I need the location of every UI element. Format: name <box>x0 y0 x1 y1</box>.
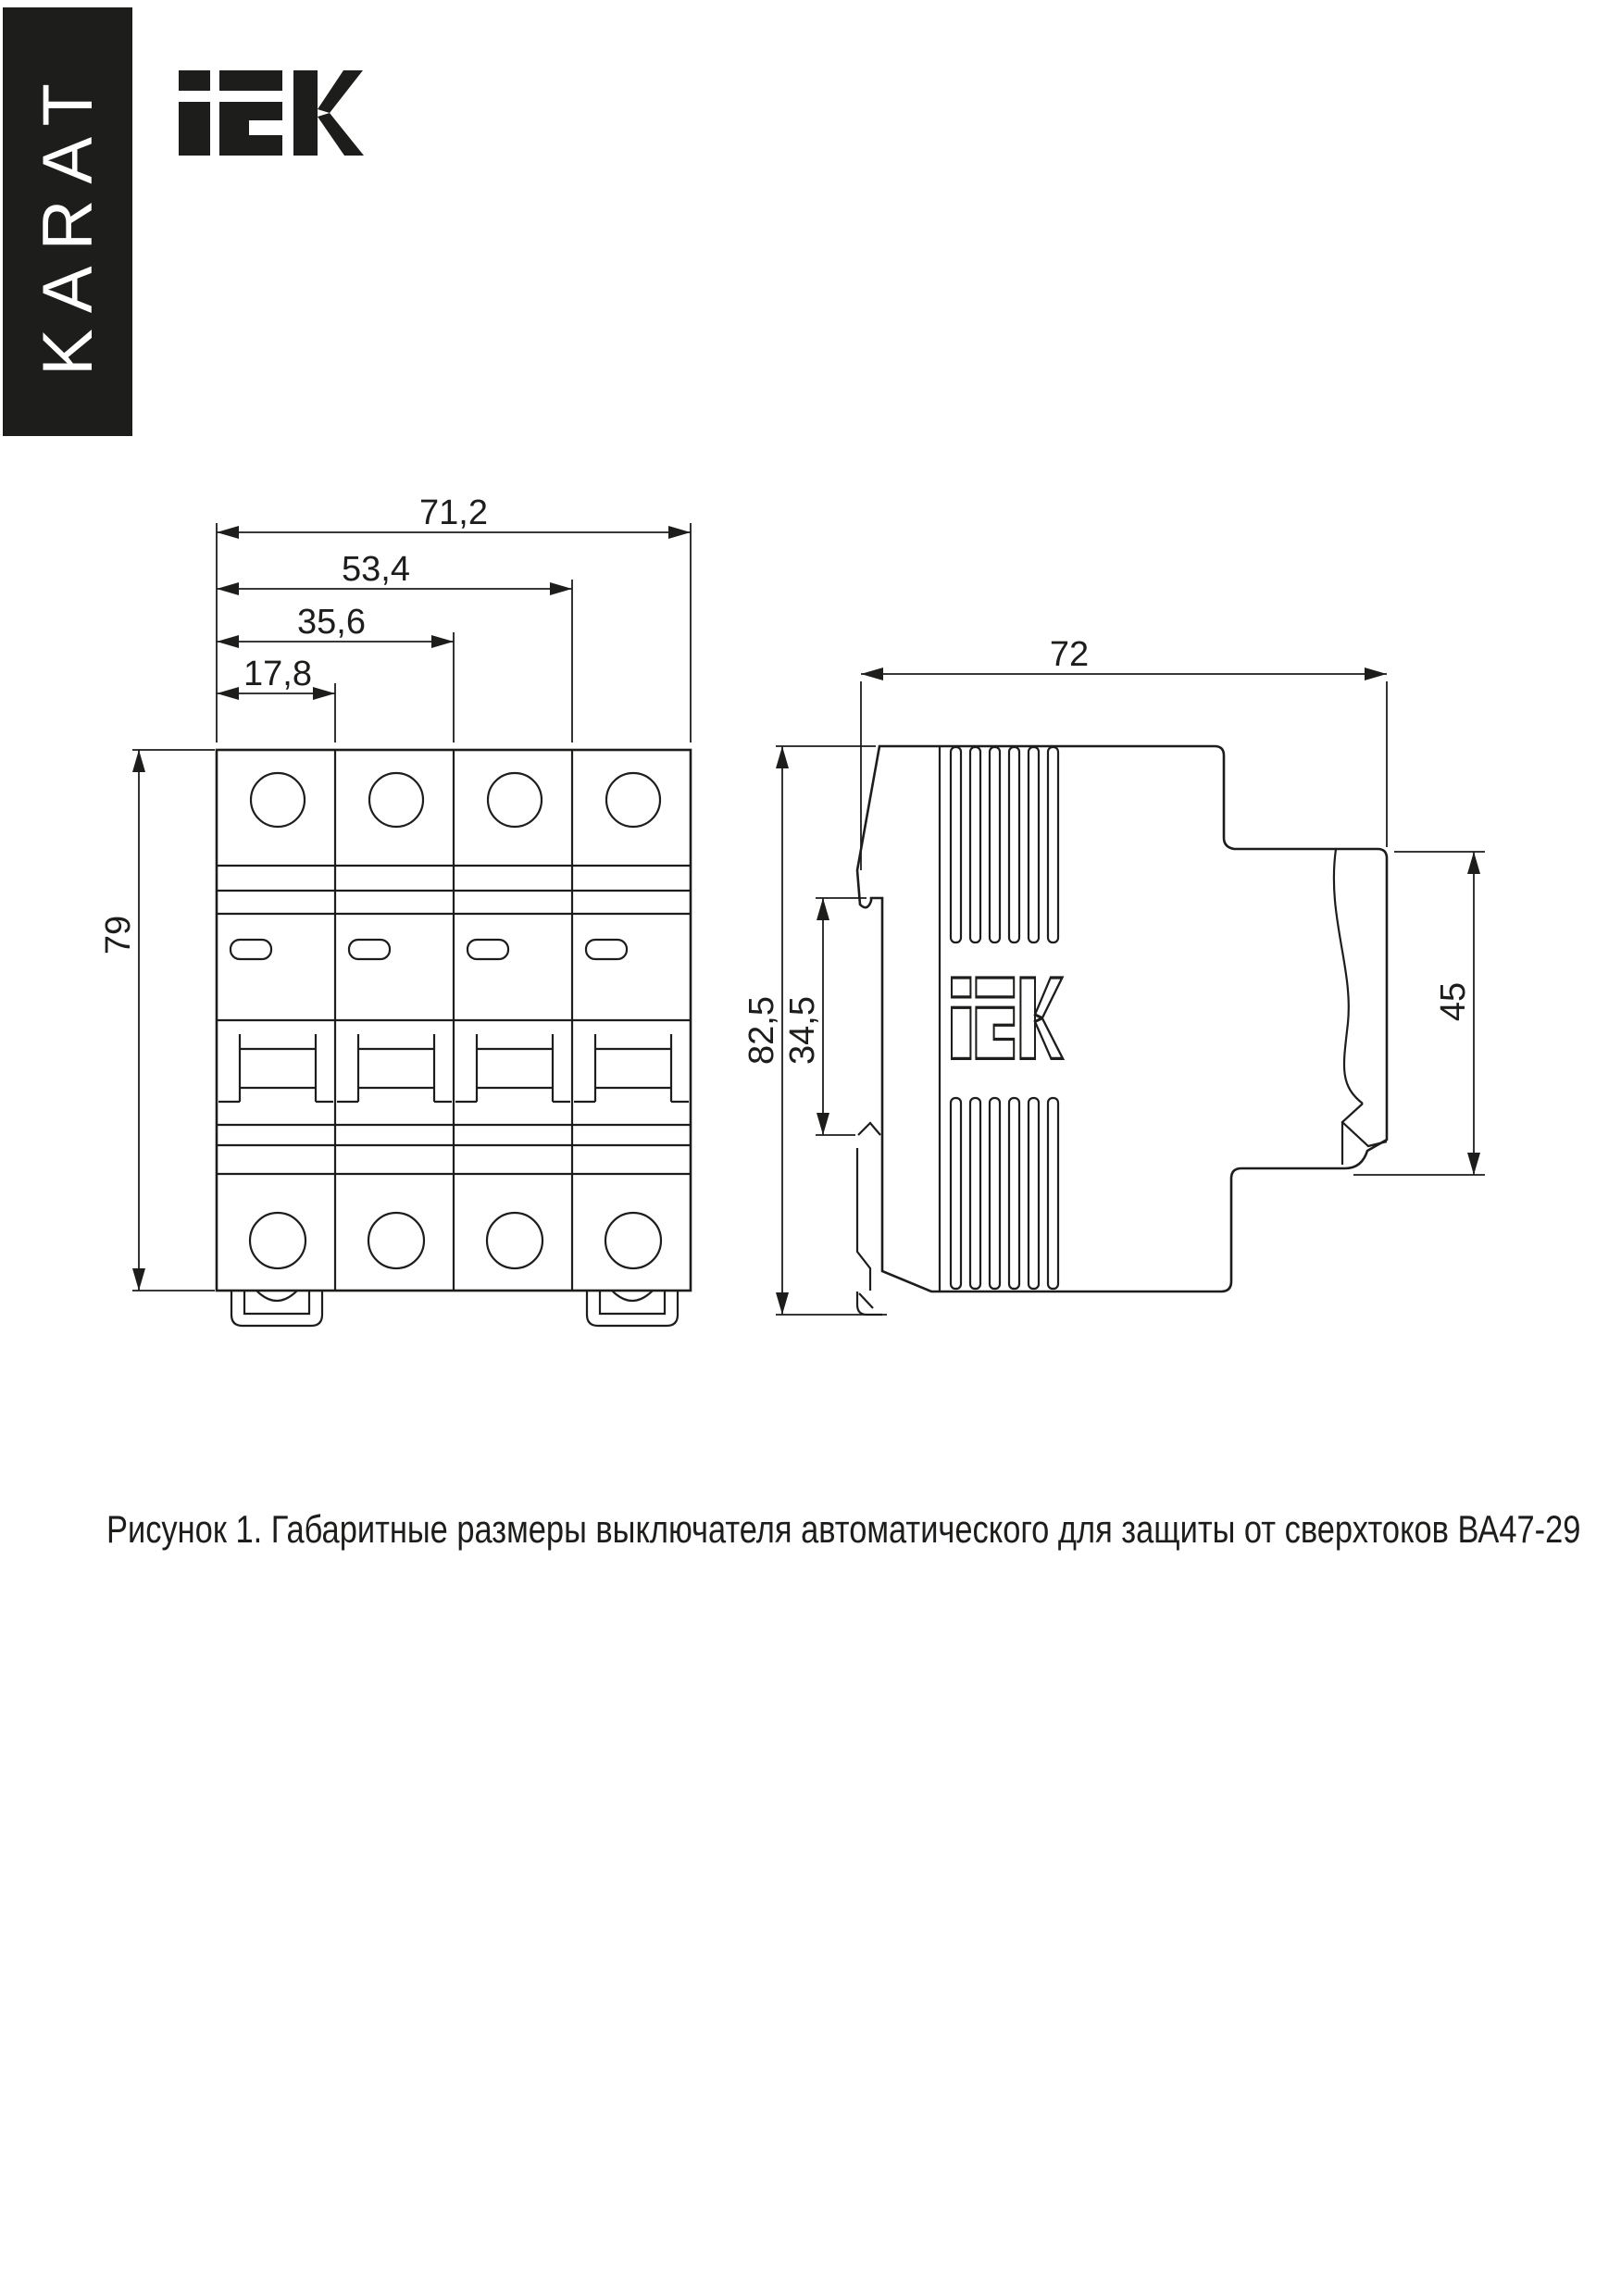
front-view-dimensions <box>99 493 691 1291</box>
dim-total-width <box>217 493 691 539</box>
dim-label-34-5: 34,5 <box>783 996 822 1065</box>
dim-one-pole <box>217 655 335 700</box>
dim-terminal-height <box>1353 852 1485 1175</box>
din-clip-side <box>857 1123 882 1315</box>
terminal-break-line <box>1334 849 1387 1165</box>
side-view-dimensions <box>742 635 1485 1315</box>
dim-label-45: 45 <box>1434 981 1473 1022</box>
karat-banner-label: KARAT <box>28 68 107 376</box>
top-screws <box>251 773 660 827</box>
vent-slots-upper <box>951 747 1058 942</box>
dim-label-79: 79 <box>99 915 138 955</box>
vent-slots-lower <box>951 1098 1058 1289</box>
dim-three-poles <box>217 550 572 595</box>
dim-din-zone <box>783 898 867 1135</box>
dim-label-35-6: 35,6 <box>297 603 366 642</box>
dim-label-71-2: 71,2 <box>419 493 488 532</box>
iek-molded-logo <box>952 978 1063 1058</box>
dim-label-72: 72 <box>1049 635 1090 674</box>
breaker-body-side <box>857 746 1387 1292</box>
front-view <box>99 493 691 1326</box>
dim-label-53-4: 53,4 <box>342 550 410 589</box>
din-clips-front <box>231 1291 678 1326</box>
dim-two-poles <box>217 603 454 648</box>
bottom-screws <box>250 1213 661 1268</box>
figure-caption: Рисунок 1. Габаритные размеры выключателя автоматического для защиты от сверхтоков ВА47-29 <box>106 1507 1581 1551</box>
side-view <box>742 635 1485 1315</box>
dim-front-height <box>99 750 215 1291</box>
label-windows <box>231 940 627 959</box>
dim-label-17-8: 17,8 <box>243 655 312 693</box>
dim-label-82-5: 82,5 <box>742 996 781 1065</box>
